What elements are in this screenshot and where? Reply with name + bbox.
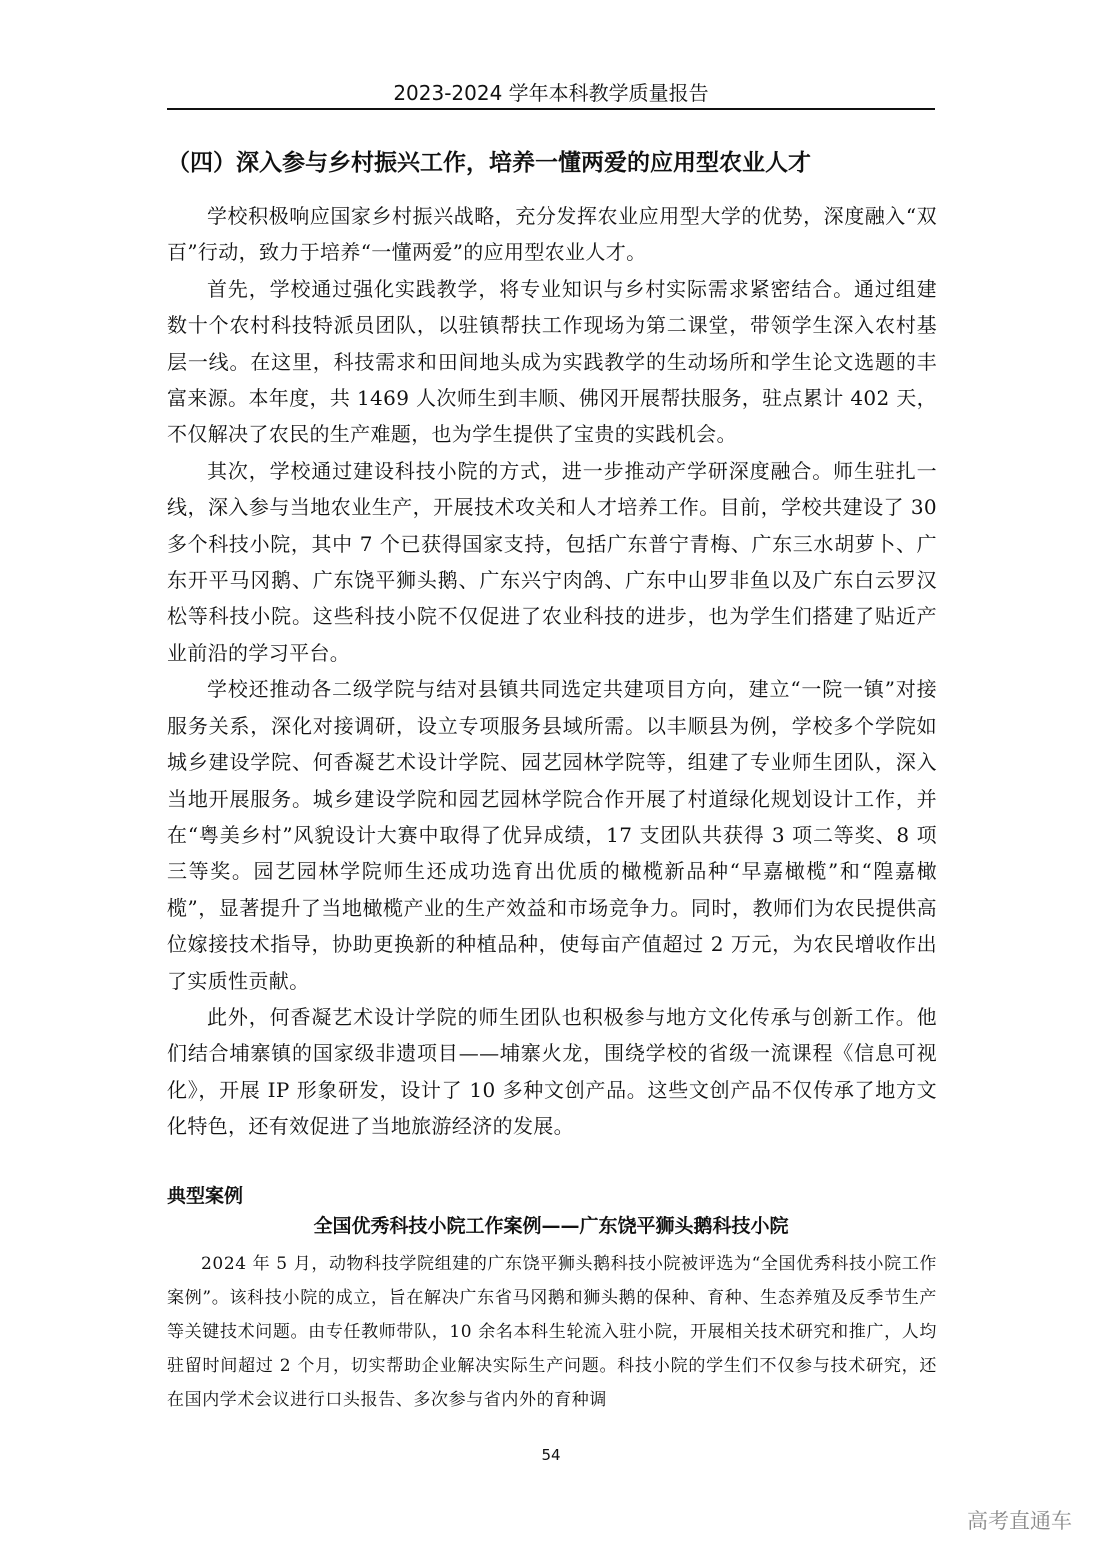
case-body	[167, 1247, 937, 1417]
section-body	[167, 198, 937, 1145]
paragraph-college-town: 学校还推动各二级学院与结对县镇共同选定共建项目方向，建立“一院一镇”对接服务关系，深化对接调研，设立专项服务县域所需。以丰顺县为例，学校多个学院如城乡建设学院、何香凝艺术设计学院、园艺园林学院等，组建了专业师生团队，深入当地开展服务。城乡建设学院和园艺园林学院合作开展了村道绿化规划设计工作，并在“粤美乡村”风貌设计大赛中取得了优异成绩，17 支团队共获得 3 项二等奖、8 项三等奖。园艺园林学院师生还成功选育出优质的橄榄新品种“早嘉橄榄”和“隍嘉橄榄”，显著提升了当地橄榄产业的生产效益和市场竞争力。同时，教师们为农民提供高位嫁接技术指导，协助更换新的种植品种，使每亩产值超过 2 万元，为农民增收作出了实质性贡献。	[167, 677, 937, 993]
report-header-title: 2023-2024 学年本科教学质量报告	[393, 81, 709, 105]
case-title: 全国优秀科技小院工作案例——广东饶平狮头鹅科技小院	[313, 1215, 789, 1237]
watermark-text: 高考直通车	[967, 1509, 1072, 1533]
paragraph-intro: 学校积极响应国家乡村振兴战略，充分发挥农业应用型大学的优势，深度融入“双百”行动，致力于培养“一懂两爱”的应用型农业人才。	[167, 204, 937, 265]
section-title: （四）深入参与乡村振兴工作，培养一懂两爱的应用型农业人才	[167, 150, 811, 176]
page-number: 54	[541, 1446, 561, 1464]
paragraph-culture: 此外，何香凝艺术设计学院的师生团队也积极参与地方文化传承与创新工作。他们结合埔寨镇的国家级非遗项目——埔寨火龙，围绕学校的省级一流课程《信息可视化》，开展 IP 形象研发，设计了 10 多种文创产品。这些文创产品不仅传承了地方文化特色，还有效促进了当地旅游经济的发展。	[167, 1004, 937, 1139]
case-paragraph: 2024 年 5 月，动物科技学院组建的广东饶平狮头鹅科技小院被评选为“全国优秀科技小院工作案例”。该科技小院的成立，旨在解决广东省马冈鹅和狮头鹅的保种、育种、生态养殖及反季节生产等关键技术问题。由专任教师带队，10 余名本科生轮流入驻小院，开展相关技术研究和推广，人均驻留时间超过 2 个月，切实帮助企业解决实际生产问题。科技小院的学生们不仅参与技术研究，还在国内学术会议进行口头报告、多次参与省内外的育种调	[167, 1254, 937, 1410]
paragraph-science-courtyard: 其次，学校通过建设科技小院的方式，进一步推动产学研深度融合。师生驻扎一线，深入参与当地农业生产，开展技术攻关和人才培养工作。目前，学校共建设了 30 多个科技小院，其中 7 个已获得国家支持，包括广东普宁青梅、广东三水胡萝卜、广东开平马冈鹅、广东饶平狮头鹅、广东兴宁肉鸽、广东中山罗非鱼以及广东白云罗汉松等科技小院。这些科技小院不仅促进了农业科技的进步，也为学生们搭建了贴近产业前沿的学习平台。	[167, 458, 937, 665]
case-label: 典型案例	[167, 1185, 244, 1207]
paragraph-practice-teaching: 首先，学校通过强化实践教学，将专业知识与乡村实际需求紧密结合。通过组建数十个农村科技特派员团队，以驻镇帮扶工作现场为第二课堂，带领学生深入农村基层一线。在这里，科技需求和田间地头成为实践教学的生动场所和学生论文选题的丰富来源。本年度，共 1469 人次师生到丰顺、佛冈开展帮扶服务，驻点累计 402 天，不仅解决了农民的生产难题，也为学生提供了宝贵的实践机会。	[167, 276, 937, 447]
header-divider	[167, 108, 935, 110]
